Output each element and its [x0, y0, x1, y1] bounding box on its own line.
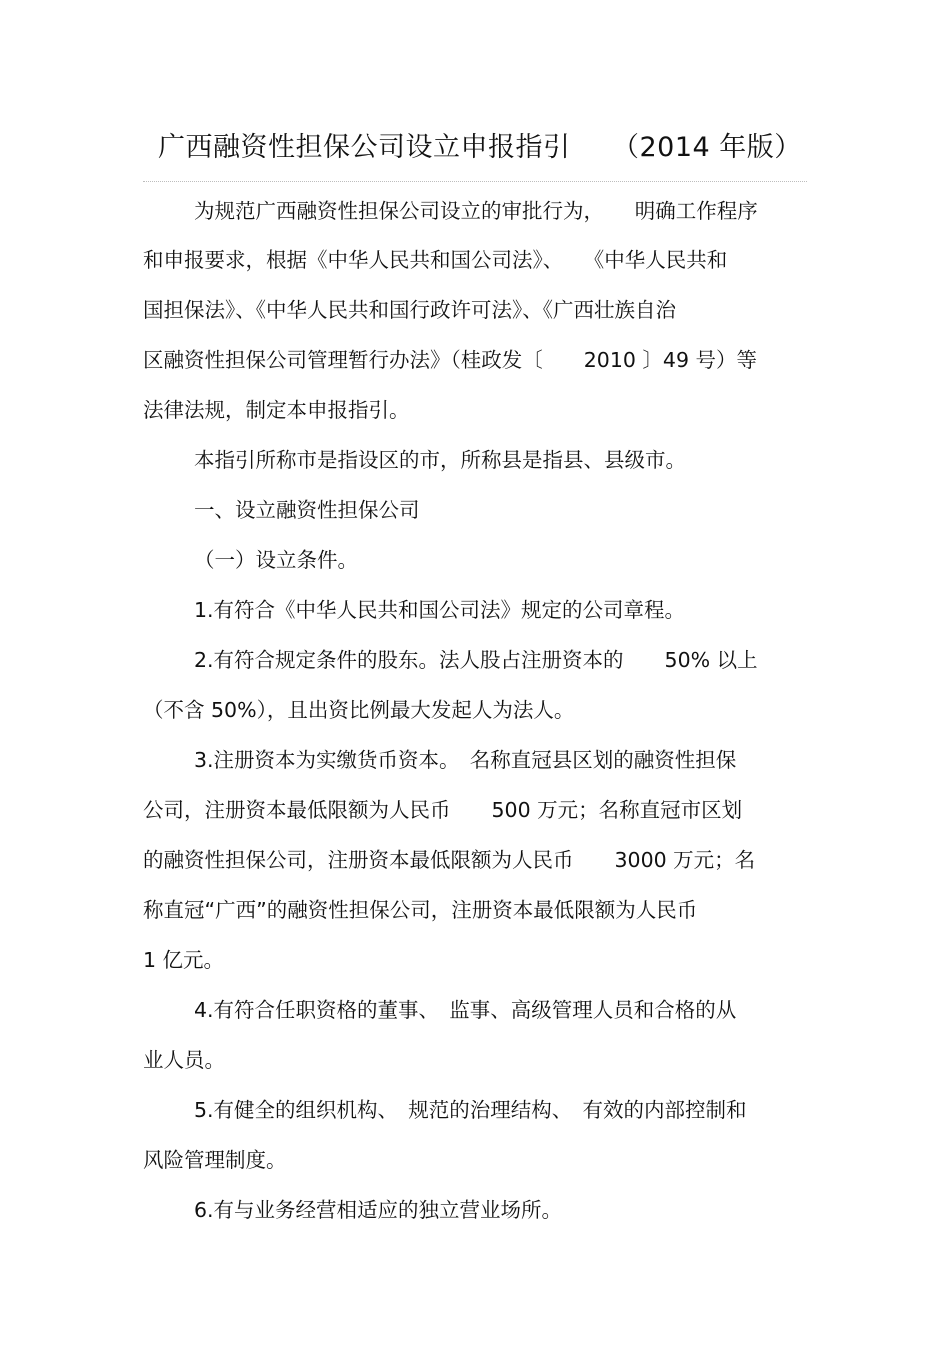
subsection-heading: （一）设立条件。: [194, 548, 358, 572]
paragraph-line: 和申报要求，根据《中华人民共和国公司法》、 《中华人民共和: [143, 248, 728, 272]
list-item-continuation: 称直冠“广西”的融资性担保公司，注册资本最低限额为人民币: [143, 898, 698, 922]
list-item: 5.有健全的组织机构、 规范的治理结构、 有效的内部控制和: [194, 1098, 747, 1122]
list-item-continuation: 风险管理制度。: [143, 1148, 287, 1172]
list-item-continuation: 业人员。: [143, 1048, 225, 1072]
paragraph-line: 法律法规，制定本申报指引。: [143, 398, 410, 422]
list-item-continuation: 的融资性担保公司，注册资本最低限额为人民币 3000 万元；名: [143, 848, 756, 872]
list-item: 3.注册资本为实缴货币资本。 名称直冠县区划的融资性担保: [194, 748, 737, 772]
paragraph-line: 为规范广西融资性担保公司设立的审批行为， 明确工作程序: [194, 199, 758, 223]
list-item-continuation: 公司，注册资本最低限额为人民币 500 万元；名称直冠市区划: [143, 798, 743, 822]
paragraph-line: 区融资性担保公司管理暂行办法》（桂政发〔 2010 〕49 号）等: [143, 348, 758, 372]
title-divider: [143, 181, 807, 182]
paragraph-line: 国担保法》、《中华人民共和国行政许可法》、《广西壮族自治: [143, 298, 676, 322]
list-item: 2.有符合规定条件的股东。法人股占注册资本的 50% 以上: [194, 648, 758, 672]
list-item-continuation: （不含 50%），且出资比例最大发起人为法人。: [143, 698, 575, 722]
list-item: 1.有符合《中华人民共和国公司法》规定的公司章程。: [194, 598, 686, 622]
list-item-continuation: 1 亿元。: [143, 948, 225, 972]
paragraph-line: 本指引所称市是指设区的市，所称县是指县、县级市。: [194, 448, 686, 472]
section-heading: 一、设立融资性担保公司: [194, 498, 420, 522]
list-item: 6.有与业务经营相适应的独立营业场所。: [194, 1198, 563, 1222]
list-item: 4.有符合任职资格的董事、 监事、高级管理人员和合格的从: [194, 998, 737, 1022]
document-title: 广西融资性担保公司设立申报指引 （2014 年版）: [158, 132, 802, 163]
